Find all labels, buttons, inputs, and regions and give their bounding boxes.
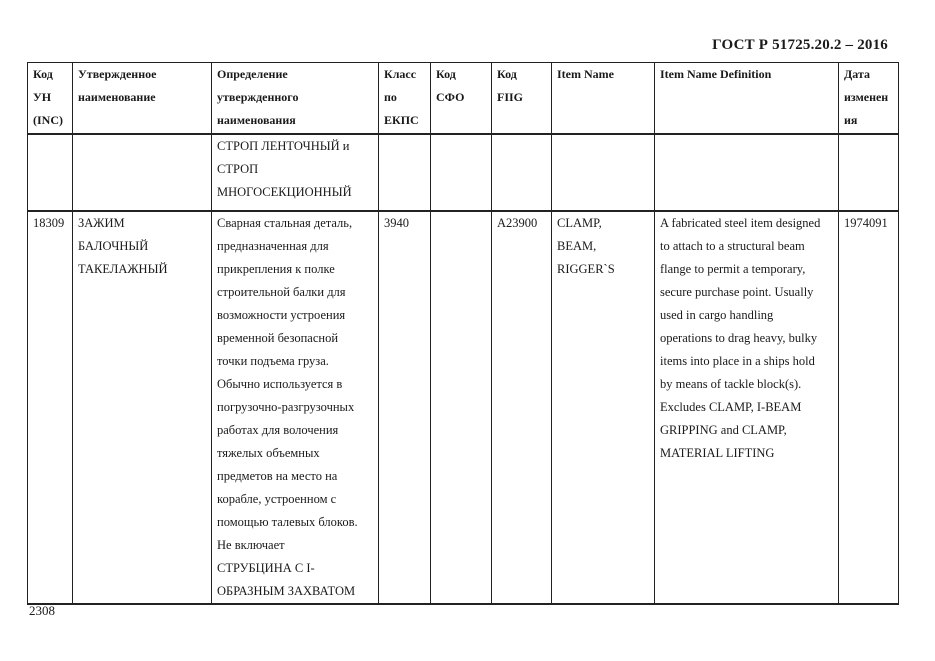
definition-line: Обычно используется в (217, 377, 343, 391)
cell-name (73, 211, 212, 604)
definition-line: СТРОП ЛЕНТОЧНЫЙ и (217, 139, 350, 153)
definition-line: МНОГОСЕКЦИОННЫЙ (217, 185, 352, 199)
header-ekps-line: ЕКПС (384, 113, 419, 127)
cell-date (839, 134, 899, 211)
cell-fiig (492, 134, 552, 211)
table-header-row (28, 63, 899, 135)
header-change-date (839, 63, 899, 135)
header-name-line: наименование (78, 90, 156, 104)
header-inc-line: УН (33, 90, 52, 104)
cell-date (839, 211, 899, 604)
cell-inc (28, 134, 73, 211)
item-def-line: operations to drag heavy, bulky (660, 331, 818, 345)
header-item-def-line: Item Name Definition (660, 67, 772, 81)
header-fiig-line: Код (497, 67, 517, 81)
header-definition-line: наименования (217, 113, 296, 127)
header-item-name-line: Item Name (557, 67, 614, 81)
header-sfo-line: Код (436, 67, 456, 81)
name-line: БАЛОЧНЫЙ (78, 239, 149, 253)
date-value: 1974091 (844, 216, 888, 230)
cell-sfo (431, 211, 492, 604)
definition-line: тяжелых объемных (217, 446, 320, 460)
definition-line: Не включает (217, 538, 285, 552)
cell-inc (28, 211, 73, 604)
definition-line: погрузочно-разгрузочных (217, 400, 355, 414)
page-number: 2308 (29, 603, 55, 618)
item-def-line: secure purchase point. Usually (660, 285, 814, 299)
definition-line: временной безопасной (217, 331, 339, 345)
document-standard-title: ГОСТ Р 51725.20.2 – 2016 (712, 37, 888, 53)
definition-line: точки подъема груза. (217, 354, 329, 368)
definition-line: СТРОП (217, 162, 259, 176)
cell-sfo (431, 134, 492, 211)
name-line: ТАКЕЛАЖНЫЙ (78, 262, 168, 276)
header-ekps-line: Класс (384, 67, 417, 81)
header-definition-line: утвержденного (217, 90, 299, 104)
definition-line: ОБРАЗНЫМ ЗАХВАТОМ (217, 584, 356, 598)
name-line: ЗАЖИМ (78, 216, 125, 230)
item-name-line: RIGGER`S (557, 262, 615, 276)
cell-item-name (552, 134, 655, 211)
item-def-line: flange to permit a temporary, (660, 262, 806, 276)
header-name-line: Утвержденное (78, 67, 157, 81)
cell-definition (212, 211, 379, 604)
item-def-line: Excludes CLAMP, I-BEAM (660, 400, 802, 414)
header-sfo-line: СФО (436, 90, 465, 104)
item-name-line: CLAMP, (557, 216, 602, 230)
item-name-line: BEAM, (557, 239, 597, 253)
header-inc-line: Код (33, 67, 53, 81)
item-def-line: MATERIAL LIFTING (660, 446, 775, 460)
header-item-name (552, 63, 655, 135)
definition-line: помощью талевых блоков. (217, 515, 358, 529)
cell-name (73, 134, 212, 211)
cell-fiig (492, 211, 552, 604)
definition-line: предметов на место на (217, 469, 338, 483)
item-def-line: items into place in a ships hold (660, 354, 815, 368)
definition-line: Сварная стальная деталь, (217, 216, 353, 230)
item-def-line: A fabricated steel item designed (660, 216, 821, 230)
header-date-line: ия (844, 113, 858, 127)
table-row-continuation (28, 134, 899, 211)
header-ekps-line: по (384, 90, 397, 104)
header-item-name-definition (655, 63, 839, 135)
item-def-line: GRIPPING and CLAMP, (660, 423, 787, 437)
definition-line: предназначенная для (217, 239, 329, 253)
cell-item-name (552, 211, 655, 604)
cell-ekps (379, 134, 431, 211)
header-sfo-code (431, 63, 492, 135)
header-fiig-line: FIIG (497, 90, 524, 104)
header-date-line: изменен (844, 90, 889, 104)
header-definition-line: Определение (217, 67, 288, 81)
cell-definition (212, 134, 379, 211)
item-def-line: used in cargo handling (660, 308, 774, 322)
cell-item-def (655, 134, 839, 211)
header-fiig-code (492, 63, 552, 135)
header-approved-name (73, 63, 212, 135)
header-definition (212, 63, 379, 135)
definition-line: корабле, устроенном с (217, 492, 337, 506)
inc-value: 18309 (33, 216, 65, 230)
header-date-line: Дата (844, 67, 870, 81)
specification-table (27, 62, 899, 605)
header-ekps-class (379, 63, 431, 135)
table-row (28, 211, 899, 604)
definition-line: строительной балки для (217, 285, 346, 299)
item-def-line: by means of tackle block(s). (660, 377, 802, 391)
item-def-line: to attach to a structural beam (660, 239, 805, 253)
cell-ekps (379, 211, 431, 604)
definition-line: возможности устроения (217, 308, 346, 322)
definition-line: работах для волочения (217, 423, 339, 437)
cell-item-def (655, 211, 839, 604)
header-inc-line: (INC) (33, 113, 63, 127)
header-inc (28, 63, 73, 135)
fiig-value: A23900 (497, 216, 538, 230)
ekps-value: 3940 (384, 216, 409, 230)
definition-line: прикрепления к полке (217, 262, 335, 276)
definition-line: СТРУБЦИНА С I- (217, 561, 315, 575)
